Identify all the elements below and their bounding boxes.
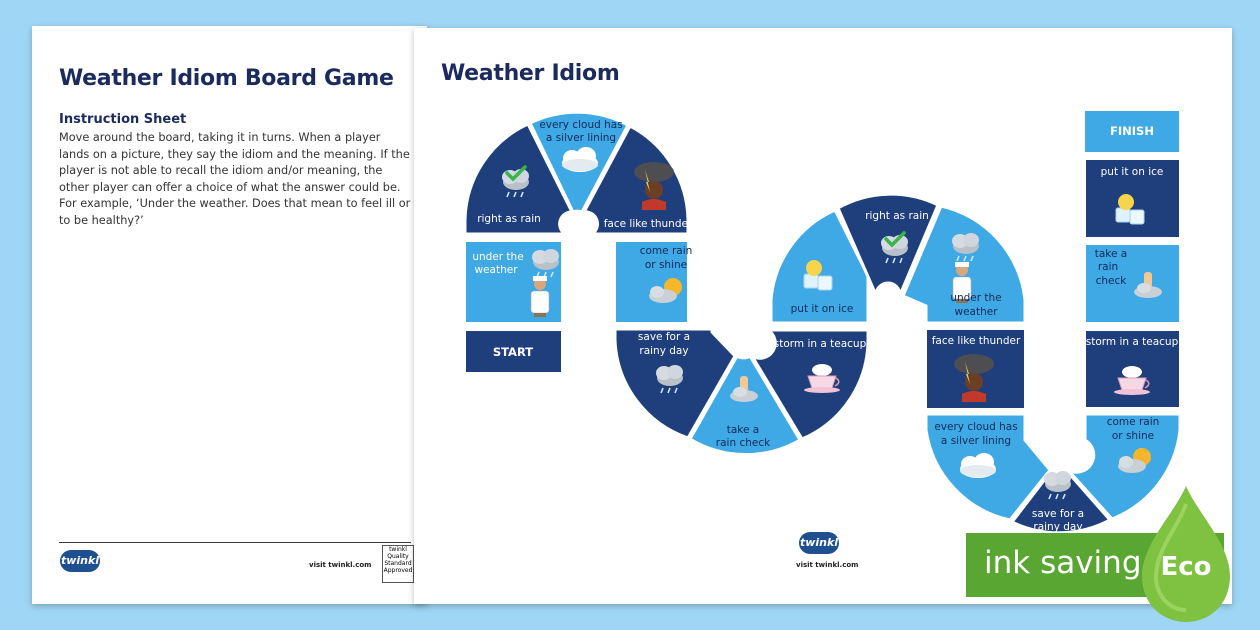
space-label: a silver lining (545, 132, 617, 144)
space-label: put it on ice (1100, 166, 1164, 178)
space-label: a silver lining (940, 435, 1012, 447)
document-title: Weather Idiom Board Game (59, 66, 394, 91)
space-label: rainy day (639, 345, 689, 357)
space-label: or shine (644, 259, 688, 271)
quality-badge: twinkl Quality Standard Approved (382, 545, 414, 583)
space-label: rain check (715, 437, 771, 449)
space-label: come rain (639, 245, 693, 257)
space-label: every cloud has (934, 421, 1018, 433)
space-label: save for a (1031, 508, 1085, 520)
start-label: START (492, 345, 534, 359)
space-label: weather (954, 306, 998, 318)
visit-link-board[interactable]: visit twinkl.com (796, 561, 859, 569)
board-title: Weather Idiom (441, 61, 620, 86)
space-label: put it on ice (790, 303, 854, 315)
space-label: take a (726, 424, 760, 436)
space-label: face like thunder (931, 335, 1021, 347)
space-label: save for a (637, 331, 691, 343)
finish-label: FINISH (1110, 124, 1154, 138)
space-label: rain (1097, 261, 1119, 273)
eco-leaf-icon (1134, 484, 1260, 630)
space-label: under the (472, 251, 524, 263)
instruction-subtitle: Instruction Sheet (59, 112, 187, 127)
ink-saving-label: ink saving (984, 545, 1142, 581)
twinkl-logo-board: twinkl (799, 532, 839, 554)
space-label: every cloud has (539, 119, 623, 131)
space-label: right as rain (477, 213, 541, 225)
twinkl-logo: twinkl (60, 550, 100, 572)
space-label: take a (1094, 248, 1128, 260)
space-label: under the (950, 292, 1002, 304)
space-label: check (1095, 275, 1127, 287)
space-label: right as rain (865, 210, 929, 222)
space-label: or shine (1111, 430, 1155, 442)
space-label: storm in a teacup (773, 338, 867, 350)
space-label: rainy day (1033, 521, 1083, 533)
space-label: face like thunder (603, 218, 693, 230)
instruction-text: Move around the board, taking it in turns. When a player lands on a picture, they say the idiom and the meaning. If the player is not able to recall the idiom and/or meaning, the other player can offer a choice of what the answer could be. For example, ‘Under the weather. Does that mean to feel ill or to be healthy?’ (59, 131, 411, 227)
eco-badge-label: Eco (1160, 552, 1212, 582)
space-label: storm in a teacup (1085, 336, 1179, 348)
space-label: come rain (1106, 416, 1160, 428)
visit-link[interactable]: visit twinkl.com (309, 561, 372, 569)
space-label: weather (474, 264, 518, 276)
